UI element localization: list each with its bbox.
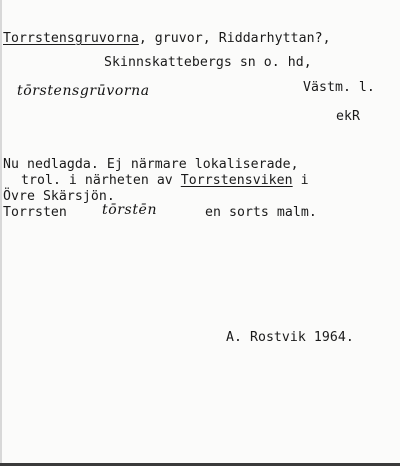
handwritten-form: tōrstensgrūvorna (17, 83, 150, 99)
handwritten-pronunciation: tōrstēn (102, 202, 158, 218)
header-line-1-rest: , gruvor, Riddarhyttan?, (138, 31, 331, 46)
archive-code: ekR (336, 109, 360, 124)
place-link: Torrstensviken (180, 173, 293, 188)
body-line-2-pre: trol. i närheten av (21, 173, 181, 188)
body-line-4 (3, 205, 67, 221)
region-label: Västm. l. (303, 80, 375, 95)
body-line-4-pre: Torrsten (3, 205, 67, 220)
headword: Torrstensgruvorna (3, 31, 139, 46)
header-line-2: Skinnskattebergs sn o. hd, (104, 55, 312, 70)
body-line-3: Övre Skärsjön. (3, 189, 115, 204)
header-line-1 (3, 31, 331, 47)
card-left-edge (0, 0, 2, 466)
body-line-1: Nu nedlagda. Ej närmare lokaliserade, (3, 157, 299, 172)
body-line-2-post: i (292, 173, 309, 188)
body-line-2 (21, 173, 309, 189)
signature: A. Rostvik 1964. (226, 330, 354, 345)
body-line-4-post: en sorts malm. (205, 205, 317, 220)
